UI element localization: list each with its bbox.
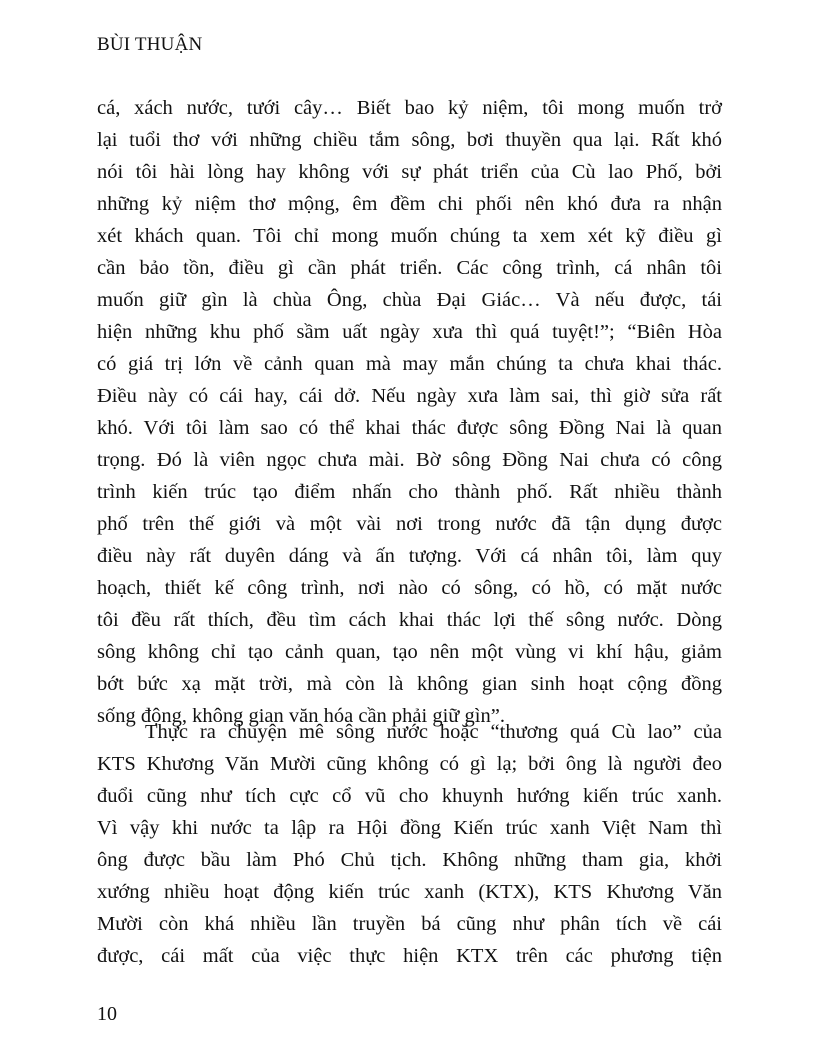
text-line: phố trên thế giới và một vài nơi trong nước đã tận dụng được (97, 513, 722, 535)
text-line: hoạch, thiết kế công trình, nơi nào có sông, có hồ, có mặt nước (97, 577, 722, 599)
text-line: xướng nhiều hoạt động kiến trúc xanh (KTX), KTS Khương Văn (97, 881, 722, 903)
text-line: đuổi cũng như tích cực cổ vũ cho khuynh hướng kiến trúc xanh. (97, 785, 722, 807)
text-line: cá, xách nước, tưới cây… Biết bao kỷ niệm, tôi mong muốn trở (97, 97, 722, 119)
text-line: lại tuổi thơ với những chiều tắm sông, bơi thuyền qua lại. Rất khó (97, 129, 722, 151)
text-line: Thực ra chuyện mê sông nước hoặc “thương quá Cù lao” của (145, 721, 722, 743)
text-line: xét khách quan. Tôi chỉ mong muốn chúng ta xem xét kỹ điều gì (97, 225, 722, 247)
text-line: có giá trị lớn về cảnh quan mà may mắn chúng ta chưa khai thác. (97, 353, 722, 375)
text-line: trình kiến trúc tạo điểm nhấn cho thành phố. Rất nhiều thành (97, 481, 722, 503)
running-head: BÙI THUẬN (97, 34, 203, 55)
text-line: điều này rất duyên dáng và ấn tượng. Với cá nhân tôi, làm quy (97, 545, 722, 567)
text-line: cần bảo tồn, điều gì cần phát triển. Các công trình, cá nhân tôi (97, 257, 722, 279)
text-line: muốn giữ gìn là chùa Ông, chùa Đại Giác… Và nếu được, tái (97, 289, 722, 311)
page-number: 10 (97, 1003, 117, 1025)
text-line: ông được bầu làm Phó Chủ tịch. Không những tham gia, khởi (97, 849, 722, 871)
text-line: trọng. Đó là viên ngọc chưa mài. Bờ sông Đồng Nai chưa có công (97, 449, 722, 471)
text-line: những kỷ niệm thơ mộng, êm đềm chi phối nên khó đưa ra nhận (97, 193, 722, 215)
text-line: nói tôi hài lòng hay không với sự phát triển của Cù lao Phố, bởi (97, 161, 722, 183)
text-line: sống động, không gian văn hóa cần phải giữ gìn”. (97, 705, 505, 727)
text-line: khó. Với tôi làm sao có thể khai thác được sông Đồng Nai là quan (97, 417, 722, 439)
text-line: bớt bức xạ mặt trời, mà còn là không gian sinh hoạt cộng đồng (97, 673, 722, 695)
text-line: hiện những khu phố sầm uất ngày xưa thì quá tuyệt!”; “Biên Hòa (97, 321, 722, 343)
text-line: KTS Khương Văn Mười cũng không có gì lạ; bởi ông là người đeo (97, 753, 722, 775)
text-line: Vì vậy khi nước ta lập ra Hội đồng Kiến trúc xanh Việt Nam thì (97, 817, 722, 839)
text-line: Mười còn khá nhiều lần truyền bá cũng như phân tích về cái (97, 913, 722, 935)
text-line: được, cái mất của việc thực hiện KTX trên các phương tiện (97, 945, 722, 967)
text-line: sông không chỉ tạo cảnh quan, tạo nên một vùng vi khí hậu, giảm (97, 641, 722, 663)
text-line: tôi đều rất thích, đều tìm cách khai thác lợi thế sông nước. Dòng (97, 609, 722, 631)
text-line: Điều này có cái hay, cái dở. Nếu ngày xưa làm sai, thì giờ sửa rất (97, 385, 722, 407)
